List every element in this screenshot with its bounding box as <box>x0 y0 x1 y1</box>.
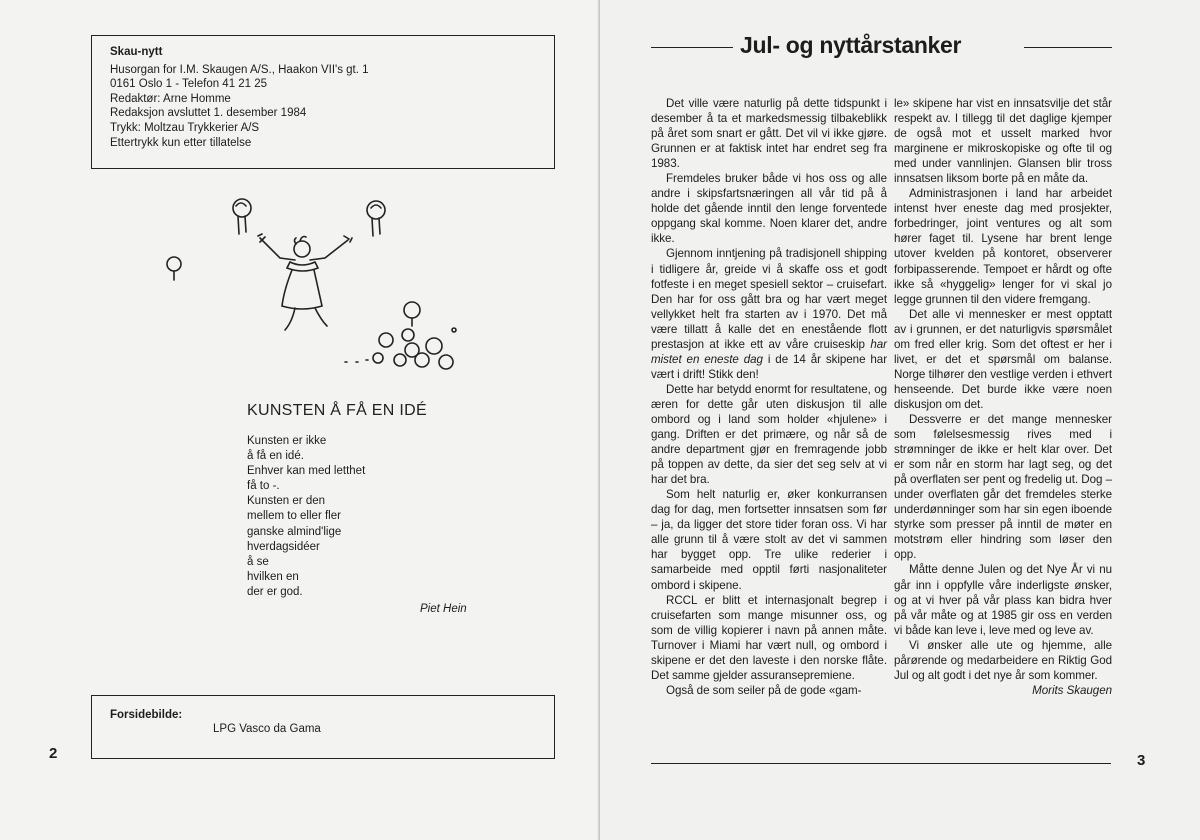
paragraph: le» skipene har vist en innsatsvilje det står respekt av. I tillegg til det daglige kjemper de også mot et usselt marked hvor marginene er mikroskopiske og ofte til og med under vannlinjen. Glansen blir tross innsatsen liksom borte på en måte da. <box>894 97 1112 186</box>
masthead-box <box>91 35 555 169</box>
paragraph: Dette har betydd enormt for resultatene, og æren for dette går uten diskusjon til alle ombord og i land som holder «hjulene» i gang. Driften er det primære, og når så de andre department gjør en fremragende jobb på toppen av dette, da sier det seg selv at vi har det bra. <box>651 382 887 487</box>
cover-label: Forsidebilde: <box>110 709 183 721</box>
paragraph: Gjennom inntjening på tradisjonell shipping i tidligere år, greide vi å skaffe oss et godt fotfeste i en meget spesiell sektor – cruisefart. Den har for oss gått bra og har vært meget vellykket helt fra starten av i 1970. Det må være tillatt å kalle det en enestående flott prestasjon at ikke ett av våre cruiseskip har mistet en eneste dag i de 14 år skipene har vært i drift! Stikk den! <box>651 247 888 381</box>
poem-line: der er god. <box>247 585 303 598</box>
masthead-line: Redaksjon avsluttet 1. desember 1984 <box>110 107 307 120</box>
poem-line: hverdagsidéer <box>247 540 320 553</box>
poem-line: ganske almind'lige <box>247 525 342 538</box>
poem-line: Kunsten er den <box>247 495 326 508</box>
masthead-line: Husorgan for I.M. Skaugen A/S., Haakon VII's gt. 1 <box>110 63 369 76</box>
paragraph: Også de som seiler på de gode «gam- <box>666 683 862 697</box>
masthead-line: Ettertrykk kun etter tillatelse <box>110 136 252 149</box>
article-column-2 <box>894 96 1112 698</box>
poem-title: KUNSTEN Å FÅ EN IDÉ <box>247 402 427 419</box>
page-number-left: 2 <box>49 745 58 762</box>
cover-value: LPG Vasco da Gama <box>213 723 321 735</box>
article-heading: Jul- og nyttårstanker <box>740 32 962 58</box>
poem-line: hvilken en <box>247 570 299 583</box>
ball-mid-right <box>404 302 420 326</box>
paragraph: Som helt naturlig er, øker konkurransen dag for dag, men fortsetter innsatsen som før – ja, da ligger det store tider foran oss. Vi har alle grunn til å være stolt av det vi sammen har bygget opp. Tre ulike rederier i samarbeide med opptil førti nasjonaliteter ombord i skipene. <box>651 488 887 592</box>
paragraph: Administrasjonen i land har arbeidet intenst hver eneste dag med prosjekter, forbedringer, joint ventures og alt som hører faget til. Lysene har brent lenge utover kvelden på kontoret, observerer forbipasserende. Tempoet er hårdt og ofte ikke så «hyggelig» lenger for vi skal jo legge grunnen til den videre fremgang. <box>894 187 1112 306</box>
masthead-title: Skau-nytt <box>110 46 163 58</box>
paragraph: Det ville være naturlig på dette tidspunkt i desember å ta et markedsmessig tilbakeblikk på året som snart er gått. Det vil vi ikke gjøre. Grunnen er at faktisk intet har endret seg fra 1983. <box>651 97 887 171</box>
heading-rule-right <box>1024 47 1112 48</box>
heading-rule-left <box>651 47 733 48</box>
right-page <box>600 0 1200 840</box>
ball-top-right <box>367 201 385 236</box>
paragraph: Dessverre er det mange mennesker som følelsesmessig rives med i strømninger de ikke er helt klar over. Det er som når en storm har lagt seg, og det på overflaten ser pent og fredelig ut. Dog – under overflaten går det fremdeles sterke underdønninger som har sin egen iboende styrke som presser på inntil de møter en motstrøm eller hindring som løser den opp. <box>894 412 1112 562</box>
paragraph: Vi ønsker alle ute og hjemme, alle pårørende og medarbeidere en Riktig God Jul og alt godt i det nye år som kommer. <box>894 638 1112 682</box>
paragraph: RCCL er blitt et internasjonalt begrep i cruisefarten som mange misunner oss, og som de villig kopierer i navn på annen måte. Turnover i Miami har vært null, og ombord i skipene er det den laveste i den norske flåte. Det samme gjelder assuransepremiene. <box>651 593 887 682</box>
poem-line: Enhver kan med letthet <box>247 465 366 478</box>
signature: Morits Skaugen <box>1032 683 1112 697</box>
page-number-right: 3 <box>1137 752 1146 769</box>
paragraph: Det alle vi mennesker er mest opptatt av i grunnen, er det naturligvis spørsmålet om fred eller krig. Som det oftest er her i livet, er det et spørsmål om balanse. Norge tilhører den vestlige verden i ethvert henseende. Det burde ikke være noen diskusjon om det. <box>894 307 1112 411</box>
ball-left <box>167 257 181 280</box>
paragraph: Fremdeles bruker både vi hos oss og alle andre i skipsfartsnæringen all vår tid på å holde det gående inntil den lenge forventede oppgang skal komme. Noen klarer det, andre ikke. <box>651 172 887 246</box>
masthead-line: Redaktør: Arne Homme <box>110 92 231 105</box>
paragraph: Måtte denne Julen og det Nye År vi nu går inn i oppfylle våre inderligste ønsker, og at vi hver på vår plass kan bidra hver på vår måte og at 1985 gir oss en verden vi både kan leve i, leve med og leve av. <box>894 563 1112 637</box>
poem-author: Piet Hein <box>420 603 467 615</box>
poem-line: å se <box>247 555 269 568</box>
juggler-figure <box>258 234 352 330</box>
ground-balls <box>345 328 456 369</box>
cover-caption-box <box>91 695 555 759</box>
article-column-1 <box>651 96 887 698</box>
ball-top-left <box>233 199 251 234</box>
masthead-line: Trykk: Moltzau Trykkerier A/S <box>110 121 260 134</box>
poem-text <box>247 434 365 600</box>
emphasis: har mistet en eneste dag <box>651 337 887 366</box>
poem-line: Kunsten er ikke <box>247 435 327 447</box>
poem-line: å få en idé. <box>247 450 304 463</box>
juggler-illustration <box>150 192 470 377</box>
masthead-line: 0161 Oslo 1 - Telefon 41 21 25 <box>110 78 268 91</box>
poem-line: få to -. <box>247 480 280 493</box>
footer-rule <box>651 763 1111 764</box>
poem-line: mellem to eller fler <box>247 510 341 523</box>
